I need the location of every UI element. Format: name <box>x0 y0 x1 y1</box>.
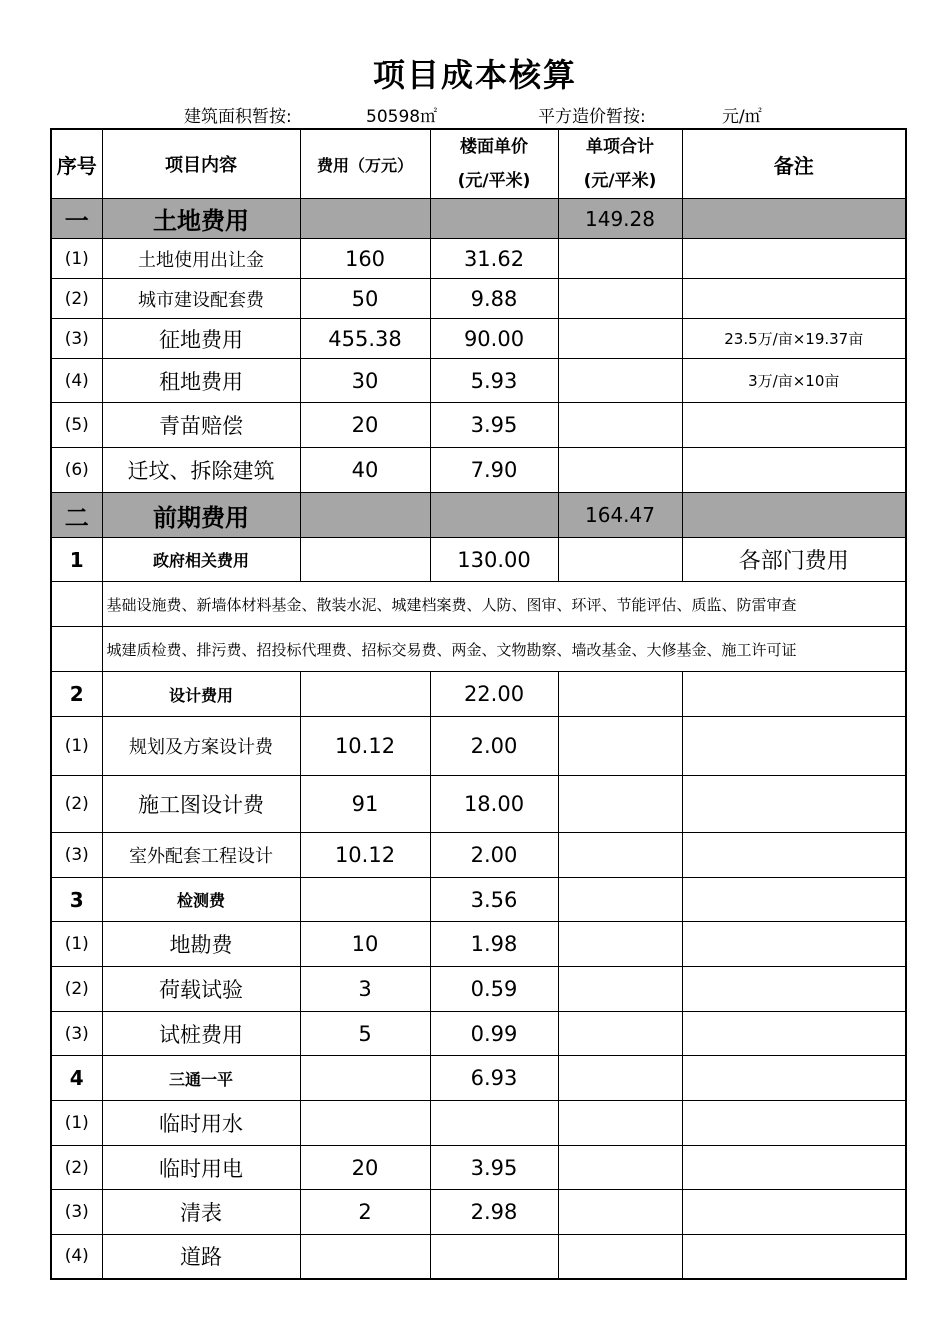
row-note <box>682 279 906 319</box>
row-index: (2) <box>51 967 102 1012</box>
col-unit-price-l2: (元/平米) <box>457 171 531 191</box>
col-subtotal <box>558 129 682 199</box>
row-unit-price: 5.93 <box>430 359 558 403</box>
gov-detail-row-2 <box>51 627 906 672</box>
col-unit-price <box>430 129 558 199</box>
row-name: 试桩费用 <box>102 1012 300 1056</box>
table-row <box>51 717 906 776</box>
gov-detail-text: 城建质检费、排污费、招投标代理费、招标交易费、两金、文物勘察、墙改基金、大修基金、施工许可证 <box>102 627 906 672</box>
col-subtotal-l2: (元/平米) <box>583 171 657 191</box>
category-index: 一 <box>51 199 102 239</box>
table-row <box>51 776 906 833</box>
section-name: 政府相关费用 <box>102 538 300 582</box>
section-index: 3 <box>51 878 102 922</box>
row-name: 青苗赔偿 <box>102 403 300 448</box>
table-row <box>51 448 906 493</box>
row-index: (1) <box>51 239 102 279</box>
row-cost: 10.12 <box>300 717 430 776</box>
col-unit-price-l1: 楼面单价 <box>460 137 528 157</box>
row-index: (3) <box>51 1012 102 1056</box>
row-unit-price: 2.00 <box>430 717 558 776</box>
row-name: 城市建设配套费 <box>102 279 300 319</box>
row-index: (3) <box>51 319 102 359</box>
table-row <box>51 1146 906 1190</box>
row-name: 施工图设计费 <box>102 776 300 833</box>
row-cost: 20 <box>300 403 430 448</box>
row-cost: 50 <box>300 279 430 319</box>
section-row-design <box>51 672 906 717</box>
row-cost: 40 <box>300 448 430 493</box>
row-index: (2) <box>51 1146 102 1190</box>
section-row-gov <box>51 538 906 582</box>
col-index: 序号 <box>51 129 102 199</box>
row-name: 临时用水 <box>102 1101 300 1146</box>
section-unit-price: 3.56 <box>430 878 558 922</box>
table-row <box>51 967 906 1012</box>
row-cost: 160 <box>300 239 430 279</box>
section-row-testing <box>51 878 906 922</box>
table-row <box>51 359 906 403</box>
row-name: 道路 <box>102 1235 300 1279</box>
row-name: 征地费用 <box>102 319 300 359</box>
row-cost: 3 <box>300 967 430 1012</box>
section-name: 检测费 <box>102 878 300 922</box>
row-name: 土地使用出让金 <box>102 239 300 279</box>
row-unit-price: 18.00 <box>430 776 558 833</box>
table-row <box>51 279 906 319</box>
col-note: 备注 <box>682 129 906 199</box>
row-index: (3) <box>51 1190 102 1235</box>
header-row <box>51 129 906 199</box>
table-row <box>51 1235 906 1279</box>
row-index: (2) <box>51 776 102 833</box>
row-unit-price: 2.00 <box>430 833 558 878</box>
row-index: (5) <box>51 403 102 448</box>
section-unit-price: 22.00 <box>430 672 558 717</box>
table-row <box>51 1101 906 1146</box>
row-name: 地勘费 <box>102 922 300 967</box>
row-note <box>682 239 906 279</box>
row-index: (2) <box>51 279 102 319</box>
area-label: 建筑面积暂按: <box>184 107 292 127</box>
table-row <box>51 1190 906 1235</box>
area-value: 50598㎡ <box>366 107 438 127</box>
row-unit-price: 1.98 <box>430 922 558 967</box>
cost-table <box>50 128 907 1280</box>
row-name: 租地费用 <box>102 359 300 403</box>
row-name: 荷载试验 <box>102 967 300 1012</box>
category-row-pre <box>51 493 906 538</box>
row-name: 临时用电 <box>102 1146 300 1190</box>
row-cost: 10.12 <box>300 833 430 878</box>
row-unit-price: 2.98 <box>430 1190 558 1235</box>
row-cost: 455.38 <box>300 319 430 359</box>
category-name: 土地费用 <box>102 199 300 239</box>
section-index: 1 <box>51 538 102 582</box>
row-cost: 91 <box>300 776 430 833</box>
section-name: 三通一平 <box>102 1056 300 1101</box>
row-name: 室外配套工程设计 <box>102 833 300 878</box>
row-note <box>682 403 906 448</box>
row-index: (1) <box>51 717 102 776</box>
row-unit-price: 3.95 <box>430 403 558 448</box>
row-unit-price: 9.88 <box>430 279 558 319</box>
table-row <box>51 922 906 967</box>
col-subtotal-l1: 单项合计 <box>586 137 654 157</box>
category-subtotal: 149.28 <box>558 199 682 239</box>
row-cost <box>300 1101 430 1146</box>
table-row <box>51 319 906 359</box>
table-row <box>51 833 906 878</box>
section-note: 各部门费用 <box>682 538 906 582</box>
col-cost: 费用（万元） <box>300 129 430 199</box>
row-index: (4) <box>51 359 102 403</box>
category-name: 前期费用 <box>102 493 300 538</box>
price-unit: 元/㎡ <box>722 107 762 127</box>
category-index: 二 <box>51 493 102 538</box>
row-unit-price: 3.95 <box>430 1146 558 1190</box>
row-index: (3) <box>51 833 102 878</box>
category-subtotal: 164.47 <box>558 493 682 538</box>
section-unit-price: 130.00 <box>430 538 558 582</box>
row-cost: 2 <box>300 1190 430 1235</box>
row-unit-price <box>430 1235 558 1279</box>
row-unit-price: 31.62 <box>430 239 558 279</box>
table-row <box>51 403 906 448</box>
section-index: 2 <box>51 672 102 717</box>
col-content: 项目内容 <box>102 129 300 199</box>
row-index: (1) <box>51 922 102 967</box>
table-row <box>51 239 906 279</box>
row-unit-price: 90.00 <box>430 319 558 359</box>
row-name: 迁坟、拆除建筑 <box>102 448 300 493</box>
row-name: 清表 <box>102 1190 300 1235</box>
row-cost: 10 <box>300 922 430 967</box>
table-row <box>51 1012 906 1056</box>
row-note <box>682 448 906 493</box>
row-unit-price <box>430 1101 558 1146</box>
section-unit-price: 6.93 <box>430 1056 558 1101</box>
row-note: 3万/亩×10亩 <box>682 359 906 403</box>
category-row-land <box>51 199 906 239</box>
row-note: 23.5万/亩×19.37亩 <box>682 319 906 359</box>
row-cost <box>300 1235 430 1279</box>
row-unit-price: 7.90 <box>430 448 558 493</box>
row-name: 规划及方案设计费 <box>102 717 300 776</box>
section-row-site <box>51 1056 906 1101</box>
row-cost: 30 <box>300 359 430 403</box>
row-index: (4) <box>51 1235 102 1279</box>
section-name: 设计费用 <box>102 672 300 717</box>
gov-detail-row-1 <box>51 582 906 627</box>
row-unit-price: 0.99 <box>430 1012 558 1056</box>
row-unit-price: 0.59 <box>430 967 558 1012</box>
row-index: (1) <box>51 1101 102 1146</box>
page-title: 项目成本核算 <box>372 56 577 94</box>
price-label: 平方造价暂按: <box>538 107 646 127</box>
section-index: 4 <box>51 1056 102 1101</box>
row-cost: 20 <box>300 1146 430 1190</box>
row-index: (6) <box>51 448 102 493</box>
row-cost: 5 <box>300 1012 430 1056</box>
gov-detail-text: 基础设施费、新墙体材料基金、散装水泥、城建档案费、人防、图审、环评、节能评估、质监、防雷审查 <box>102 582 906 627</box>
